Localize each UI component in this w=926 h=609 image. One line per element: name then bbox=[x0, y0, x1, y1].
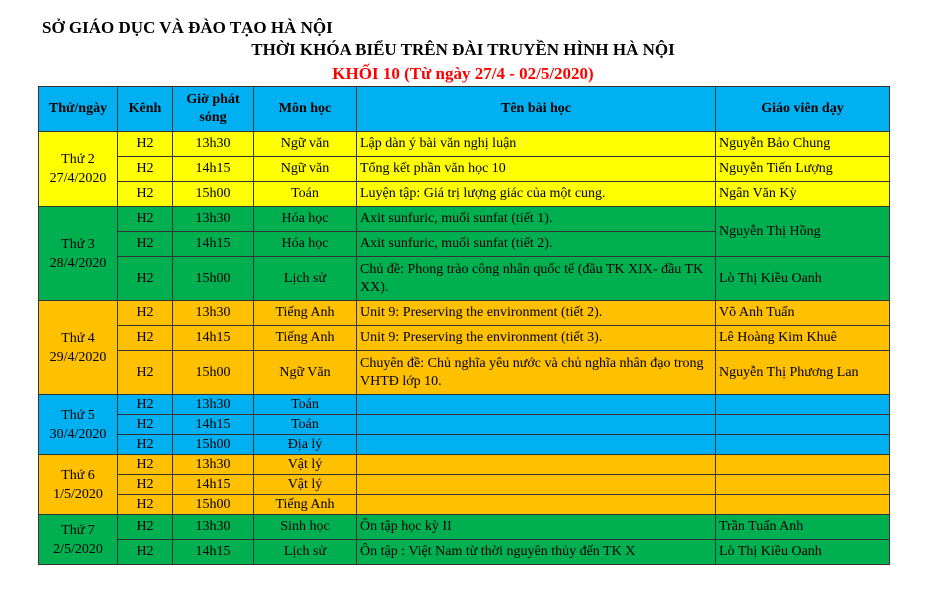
subject-cell: Vật lý bbox=[254, 455, 357, 475]
table-row bbox=[39, 415, 890, 435]
time-cell: 13h30 bbox=[173, 395, 254, 415]
time-cell: 14h15 bbox=[173, 540, 254, 565]
table-row bbox=[39, 257, 890, 301]
subject-cell: Toán bbox=[254, 415, 357, 435]
channel-cell: H2 bbox=[118, 515, 173, 540]
teacher-cell bbox=[716, 435, 890, 455]
lesson-cell: Axit sunfuric, muối sunfat (tiết 1). bbox=[357, 207, 716, 232]
teacher-cell bbox=[716, 475, 890, 495]
col-header-teacher: Giáo viên dạy bbox=[716, 87, 890, 132]
col-header-channel: Kênh bbox=[118, 87, 173, 132]
lesson-cell: Luyện tập: Giá trị lượng giác của một cung. bbox=[357, 182, 716, 207]
channel-cell: H2 bbox=[118, 455, 173, 475]
channel-cell: H2 bbox=[118, 182, 173, 207]
time-cell: 14h15 bbox=[173, 415, 254, 435]
grade-subtitle: KHỐI 10 (Từ ngày 27/4 - 02/5/2020) bbox=[332, 64, 594, 83]
teacher-cell: Nguyễn Thị Phương Lan bbox=[716, 351, 890, 395]
time-cell: 15h00 bbox=[173, 495, 254, 515]
table-row bbox=[39, 455, 890, 475]
subject-cell: Ngữ văn bbox=[254, 132, 357, 157]
timetable bbox=[38, 86, 890, 565]
channel-cell: H2 bbox=[118, 540, 173, 565]
lesson-cell: Tổng kết phần văn học 10 bbox=[357, 157, 716, 182]
table-row bbox=[39, 132, 890, 157]
subject-cell: Ngữ văn bbox=[254, 157, 357, 182]
col-header-subject: Môn học bbox=[254, 87, 357, 132]
teacher-cell bbox=[716, 455, 890, 475]
teacher-cell bbox=[716, 395, 890, 415]
day-cell bbox=[39, 455, 118, 515]
table-row bbox=[39, 351, 890, 395]
teacher-cell: Lò Thị Kiều Oanh bbox=[716, 540, 890, 565]
lesson-cell: Lập dàn ý bài văn nghị luận bbox=[357, 132, 716, 157]
col-header-time: Giờ phát sóng bbox=[173, 87, 254, 132]
department-title: SỞ GIÁO DỤC VÀ ĐÀO TẠO HÀ NỘI bbox=[42, 18, 333, 37]
lesson-cell: Ôn tập : Việt Nam từ thời nguyên thủy đến TK X bbox=[357, 540, 716, 565]
day-date: 27/4/2020 bbox=[49, 171, 107, 186]
subject-cell: Tiếng Anh bbox=[254, 301, 357, 326]
teacher-cell: Lò Thị Kiều Oanh bbox=[716, 257, 890, 301]
teacher-cell bbox=[716, 495, 890, 515]
day-cell bbox=[39, 132, 118, 207]
channel-cell: H2 bbox=[118, 207, 173, 232]
table-row bbox=[39, 540, 890, 565]
teacher-cell: Ngân Văn Kỳ bbox=[716, 182, 890, 207]
subject-cell: Tiếng Anh bbox=[254, 326, 357, 351]
teacher-cell: Võ Anh Tuấn bbox=[716, 301, 890, 326]
time-cell: 14h15 bbox=[173, 475, 254, 495]
table-row bbox=[39, 515, 890, 540]
lesson-cell: Ôn tập học kỳ II bbox=[357, 515, 716, 540]
lesson-cell bbox=[357, 475, 716, 495]
time-cell: 15h00 bbox=[173, 435, 254, 455]
subject-cell: Toán bbox=[254, 182, 357, 207]
subject-cell: Lịch sử bbox=[254, 540, 357, 565]
day-date: 2/5/2020 bbox=[53, 541, 103, 557]
channel-cell: H2 bbox=[118, 351, 173, 395]
lesson-cell bbox=[357, 435, 716, 455]
lesson-cell: Chủ đề: Phong trào công nhân quốc tế (đầu TK XIX- đầu TK XX). bbox=[357, 257, 716, 301]
time-cell: 15h00 bbox=[173, 182, 254, 207]
col-header-lesson: Tên bài học bbox=[357, 87, 716, 132]
time-cell: 14h15 bbox=[173, 232, 254, 257]
lesson-cell: Unit 9: Preserving the environment (tiết 3). bbox=[357, 326, 716, 351]
teacher-cell: Nguyễn Thị Hồng bbox=[716, 207, 890, 257]
day-date: 29/4/2020 bbox=[49, 349, 107, 365]
day-cell bbox=[39, 515, 118, 565]
lesson-cell: Unit 9: Preserving the environment (tiết 2). bbox=[357, 301, 716, 326]
table-row bbox=[39, 495, 890, 515]
subject-cell: Sinh học bbox=[254, 515, 357, 540]
lesson-cell: Axit sunfuric, muối sunfat (tiết 2). bbox=[357, 232, 716, 257]
day-date: 28/4/2020 bbox=[49, 255, 107, 271]
time-cell: 13h30 bbox=[173, 455, 254, 475]
day-name: Thứ 5 bbox=[61, 407, 95, 423]
channel-cell: H2 bbox=[118, 132, 173, 157]
time-cell: 14h15 bbox=[173, 326, 254, 351]
table-row bbox=[39, 182, 890, 207]
channel-cell: H2 bbox=[118, 415, 173, 435]
teacher-cell: Nguyễn Bảo Chung bbox=[716, 132, 890, 157]
lesson-cell bbox=[357, 395, 716, 415]
teacher-cell: Trần Tuấn Anh bbox=[716, 515, 890, 540]
channel-cell: H2 bbox=[118, 495, 173, 515]
lesson-cell bbox=[357, 455, 716, 475]
time-cell: 15h00 bbox=[173, 257, 254, 301]
day-cell bbox=[39, 207, 118, 301]
lesson-cell: Chuyên đề: Chủ nghĩa yêu nước và chủ nghĩa nhân đạo trong VHTĐ lớp 10. bbox=[357, 351, 716, 395]
time-cell: 15h00 bbox=[173, 351, 254, 395]
table-row bbox=[39, 395, 890, 415]
subject-cell: Tiếng Anh bbox=[254, 495, 357, 515]
time-cell: 13h30 bbox=[173, 132, 254, 157]
table-row bbox=[39, 207, 890, 232]
day-date: 1/5/2020 bbox=[53, 486, 103, 502]
lesson-cell bbox=[357, 495, 716, 515]
channel-cell: H2 bbox=[118, 395, 173, 415]
time-cell: 13h30 bbox=[173, 515, 254, 540]
subject-cell: Lịch sử bbox=[254, 257, 357, 301]
channel-cell: H2 bbox=[118, 475, 173, 495]
lesson-cell bbox=[357, 415, 716, 435]
day-name: Thứ 6 bbox=[61, 467, 95, 483]
table-row bbox=[39, 326, 890, 351]
channel-cell: H2 bbox=[118, 301, 173, 326]
subject-cell: Hóa học bbox=[254, 232, 357, 257]
day-name: Thứ 2 bbox=[61, 152, 95, 167]
day-date: 30/4/2020 bbox=[49, 426, 107, 442]
day-cell bbox=[39, 301, 118, 395]
channel-cell: H2 bbox=[118, 232, 173, 257]
subject-cell: Vật lý bbox=[254, 475, 357, 495]
teacher-cell: Lê Hoàng Kim Khuê bbox=[716, 326, 890, 351]
time-cell: 14h15 bbox=[173, 157, 254, 182]
time-cell: 13h30 bbox=[173, 207, 254, 232]
table-row bbox=[39, 157, 890, 182]
teacher-cell bbox=[716, 415, 890, 435]
schedule-title: THỜI KHÓA BIỂU TRÊN ĐÀI TRUYỀN HÌNH HÀ NỘI bbox=[251, 40, 675, 59]
day-name: Thứ 3 bbox=[61, 236, 95, 252]
table-row bbox=[39, 475, 890, 495]
teacher-cell: Nguyễn Tiến Lượng bbox=[716, 157, 890, 182]
table-header-row bbox=[39, 87, 890, 132]
day-name: Thứ 4 bbox=[61, 330, 95, 346]
subject-cell: Toán bbox=[254, 395, 357, 415]
col-header-day: Thứ/ngày bbox=[39, 87, 118, 132]
day-name: Thứ 7 bbox=[61, 522, 95, 538]
channel-cell: H2 bbox=[118, 257, 173, 301]
subject-cell: Địa lý bbox=[254, 435, 357, 455]
channel-cell: H2 bbox=[118, 435, 173, 455]
subject-cell: Ngữ Văn bbox=[254, 351, 357, 395]
day-cell bbox=[39, 395, 118, 455]
channel-cell: H2 bbox=[118, 157, 173, 182]
time-cell: 13h30 bbox=[173, 301, 254, 326]
subject-cell: Hóa học bbox=[254, 207, 357, 232]
channel-cell: H2 bbox=[118, 326, 173, 351]
table-row bbox=[39, 301, 890, 326]
table-row bbox=[39, 435, 890, 455]
